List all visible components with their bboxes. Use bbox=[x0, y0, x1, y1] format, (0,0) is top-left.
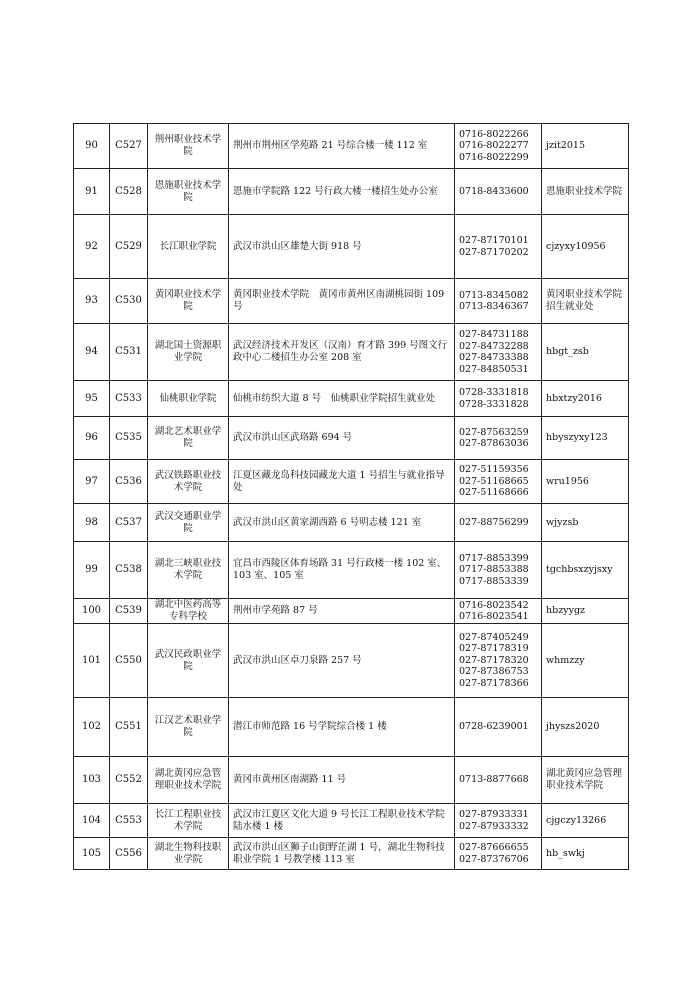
wechat-account: hbyszyxy123 bbox=[542, 417, 629, 460]
phone-number: 027-51168666 bbox=[459, 487, 529, 499]
phone-number: 027-87863036 bbox=[459, 438, 529, 449]
college-code: C536 bbox=[110, 460, 148, 504]
college-address: 武汉市洪山区黄家湖西路 6 号明志楼 121 室 bbox=[229, 504, 455, 542]
phone-numbers bbox=[455, 804, 542, 838]
wechat-account: 恩施职业技术学院 bbox=[542, 169, 629, 215]
row-number: 93 bbox=[74, 279, 110, 324]
college-code: C531 bbox=[110, 324, 148, 381]
college-name: 武汉铁路职业技术学院 bbox=[148, 460, 229, 504]
phone-number: 027-51159356 bbox=[459, 464, 529, 476]
phone-number: 027-88756299 bbox=[459, 516, 529, 528]
college-code: C527 bbox=[110, 124, 148, 169]
college-name: 江汉艺术职业学院 bbox=[148, 698, 229, 757]
phone-number: 0713-8877668 bbox=[459, 774, 529, 786]
phone-number: 0717-8853388 bbox=[459, 564, 529, 576]
row-number: 90 bbox=[74, 124, 110, 169]
row-number: 105 bbox=[74, 838, 110, 870]
wechat-account: tgchbsxzyjsxy bbox=[542, 542, 629, 599]
college-code: C528 bbox=[110, 169, 148, 215]
college-address: 武汉经济技术开发区（汉南）育才路 399 号图文行政中心二楼招生办公室 208 室 bbox=[229, 324, 455, 381]
row-number: 95 bbox=[74, 381, 110, 417]
phone-numbers bbox=[455, 279, 542, 324]
college-name: 长江工程职业技术学院 bbox=[148, 804, 229, 838]
table-row bbox=[74, 504, 629, 542]
phone-number: 027-51168665 bbox=[459, 475, 529, 487]
row-number: 92 bbox=[74, 215, 110, 279]
phone-number: 0716-8023541 bbox=[459, 611, 529, 622]
college-code: C535 bbox=[110, 417, 148, 460]
row-number: 91 bbox=[74, 169, 110, 215]
row-number: 96 bbox=[74, 417, 110, 460]
row-number: 104 bbox=[74, 804, 110, 838]
phone-numbers bbox=[455, 698, 542, 757]
phone-numbers bbox=[455, 124, 542, 169]
table-row bbox=[74, 215, 629, 279]
table-row bbox=[74, 804, 629, 838]
college-name: 武汉交通职业学院 bbox=[148, 504, 229, 542]
college-code: C552 bbox=[110, 757, 148, 804]
phone-number: 0713-8346367 bbox=[459, 301, 529, 312]
phone-numbers bbox=[455, 324, 542, 381]
table-row bbox=[74, 599, 629, 624]
phone-number: 027-87666655 bbox=[459, 842, 529, 853]
phone-number: 0718-8433600 bbox=[459, 185, 529, 197]
row-number: 102 bbox=[74, 698, 110, 757]
college-address: 恩施市学院路 122 号行政大楼一楼招生处办公室 bbox=[229, 169, 455, 215]
college-address: 武汉市洪山区卓刀泉路 257 号 bbox=[229, 624, 455, 698]
college-address: 武汉市洪山区武珞路 694 号 bbox=[229, 417, 455, 460]
table-row bbox=[74, 381, 629, 417]
row-number: 103 bbox=[74, 757, 110, 804]
wechat-account: jzit2015 bbox=[542, 124, 629, 169]
college-name: 湖北生物科技职业学院 bbox=[148, 838, 229, 870]
row-number: 100 bbox=[74, 599, 110, 624]
college-code: C530 bbox=[110, 279, 148, 324]
phone-number: 027-84731188 bbox=[459, 329, 529, 340]
wechat-account: hbxtzy2016 bbox=[542, 381, 629, 417]
college-address: 荆州市荆州区学苑路 21 号综合楼一楼 112 室 bbox=[229, 124, 455, 169]
college-name: 长江职业学院 bbox=[148, 215, 229, 279]
row-number: 99 bbox=[74, 542, 110, 599]
phone-number: 027-87178319 bbox=[459, 643, 529, 655]
phone-numbers bbox=[455, 838, 542, 870]
college-name: 仙桃职业学院 bbox=[148, 381, 229, 417]
table-row bbox=[74, 460, 629, 504]
phone-number: 0716-8022266 bbox=[459, 128, 529, 140]
phone-number: 0728-3331818 bbox=[459, 387, 529, 398]
phone-numbers bbox=[455, 599, 542, 624]
phone-numbers bbox=[455, 757, 542, 804]
wechat-account: cjzyxy10956 bbox=[542, 215, 629, 279]
phone-number: 0717-8853399 bbox=[459, 552, 529, 564]
phone-numbers bbox=[455, 169, 542, 215]
college-code: C539 bbox=[110, 599, 148, 624]
college-address: 江夏区藏龙岛科技园藏龙大道 1 号招生与就业指导处 bbox=[229, 460, 455, 504]
phone-number: 027-87933331 bbox=[459, 809, 529, 820]
phone-numbers bbox=[455, 460, 542, 504]
college-code: C550 bbox=[110, 624, 148, 698]
table-row bbox=[74, 624, 629, 698]
table-row bbox=[74, 169, 629, 215]
wechat-account: hb_swkj bbox=[542, 838, 629, 870]
college-name: 湖北中医药高等专科学校 bbox=[148, 599, 229, 624]
table-row bbox=[74, 417, 629, 460]
phone-number: 027-87376706 bbox=[459, 853, 529, 865]
phone-number: 0728-3331828 bbox=[459, 398, 529, 410]
phone-numbers bbox=[455, 624, 542, 698]
college-name: 湖北艺术职业学院 bbox=[148, 417, 229, 460]
wechat-account: hbzyygz bbox=[542, 599, 629, 624]
phone-number: 027-87386753 bbox=[459, 666, 529, 678]
college-code: C553 bbox=[110, 804, 148, 838]
college-address: 荆州市学苑路 87 号 bbox=[229, 599, 455, 624]
phone-number: 027-84732288 bbox=[459, 340, 529, 352]
college-contact-table bbox=[73, 123, 629, 870]
college-code: C538 bbox=[110, 542, 148, 599]
phone-number: 0728-6239001 bbox=[459, 721, 529, 733]
college-address: 宜昌市西陵区体育场路 31 号行政楼一楼 102 室、103 室、105 室 bbox=[229, 542, 455, 599]
college-address: 武汉市洪山区雄楚大街 918 号 bbox=[229, 215, 455, 279]
college-address: 黄冈市黄州区南湖路 11 号 bbox=[229, 757, 455, 804]
row-number: 98 bbox=[74, 504, 110, 542]
phone-number: 027-84733388 bbox=[459, 352, 529, 363]
college-address: 仙桃市纺织大道 8 号 仙桃职业学院招生就业处 bbox=[229, 381, 455, 417]
wechat-account: wru1956 bbox=[542, 460, 629, 504]
college-name: 湖北黄冈应急管理职业技术学院 bbox=[148, 757, 229, 804]
wechat-account: 黄冈职业技术学院招生就业处 bbox=[542, 279, 629, 324]
phone-number: 027-87563259 bbox=[459, 426, 529, 438]
phone-number: 027-87170101 bbox=[459, 235, 529, 246]
college-code: C537 bbox=[110, 504, 148, 542]
phone-numbers bbox=[455, 542, 542, 599]
college-address: 武汉市江夏区文化大道 9 号长江工程职业技术学院陆水楼 1 楼 bbox=[229, 804, 455, 838]
college-code: C529 bbox=[110, 215, 148, 279]
phone-numbers bbox=[455, 504, 542, 542]
phone-numbers bbox=[455, 417, 542, 460]
table-row bbox=[74, 279, 629, 324]
phone-number: 027-84850531 bbox=[459, 363, 529, 375]
phone-numbers bbox=[455, 381, 542, 417]
phone-number: 0716-8022299 bbox=[459, 151, 529, 163]
table-row bbox=[74, 698, 629, 757]
college-name: 湖北三峡职业技术学院 bbox=[148, 542, 229, 599]
college-name: 恩施职业技术学院 bbox=[148, 169, 229, 215]
phone-number: 027-87178366 bbox=[459, 677, 529, 689]
college-code: C551 bbox=[110, 698, 148, 757]
phone-number: 0713-8345082 bbox=[459, 289, 529, 301]
wechat-account: 湖北黄冈应急管理职业技术学院 bbox=[542, 757, 629, 804]
college-address: 潜江市师范路 16 号学院综合楼 1 楼 bbox=[229, 698, 455, 757]
phone-numbers bbox=[455, 215, 542, 279]
college-address: 武汉市洪山区狮子山街野芷湖 1 号，湖北生物科技职业学院 1 号教学楼 113 室 bbox=[229, 838, 455, 870]
phone-number: 0716-8023542 bbox=[459, 599, 529, 611]
college-name: 黄冈职业技术学院 bbox=[148, 279, 229, 324]
table-row bbox=[74, 324, 629, 381]
wechat-account: jhyszs2020 bbox=[542, 698, 629, 757]
college-code: C533 bbox=[110, 381, 148, 417]
wechat-account: whmzzy bbox=[542, 624, 629, 698]
college-address: 黄冈职业技术学院 黄冈市黄州区南湖桃园街 109 号 bbox=[229, 279, 455, 324]
wechat-account: hbgt_zsb bbox=[542, 324, 629, 381]
wechat-account: wjyzsb bbox=[542, 504, 629, 542]
row-number: 97 bbox=[74, 460, 110, 504]
college-code: C556 bbox=[110, 838, 148, 870]
wechat-account: cjgczy13266 bbox=[542, 804, 629, 838]
table-body bbox=[74, 124, 629, 870]
phone-number: 0716-8022277 bbox=[459, 140, 529, 152]
phone-number: 027-87405249 bbox=[459, 631, 529, 643]
phone-number: 027-87170202 bbox=[459, 246, 529, 258]
table-row bbox=[74, 757, 629, 804]
row-number: 94 bbox=[74, 324, 110, 381]
college-name: 武汉民政职业学院 bbox=[148, 624, 229, 698]
table-row bbox=[74, 838, 629, 870]
phone-number: 0717-8853339 bbox=[459, 575, 529, 587]
college-name: 荆州职业技术学院 bbox=[148, 124, 229, 169]
table-row bbox=[74, 542, 629, 599]
table-row bbox=[74, 124, 629, 169]
college-name: 湖北国土资源职业学院 bbox=[148, 324, 229, 381]
phone-number: 027-87933332 bbox=[459, 820, 529, 832]
row-number: 101 bbox=[74, 624, 110, 698]
phone-number: 027-87178320 bbox=[459, 654, 529, 666]
